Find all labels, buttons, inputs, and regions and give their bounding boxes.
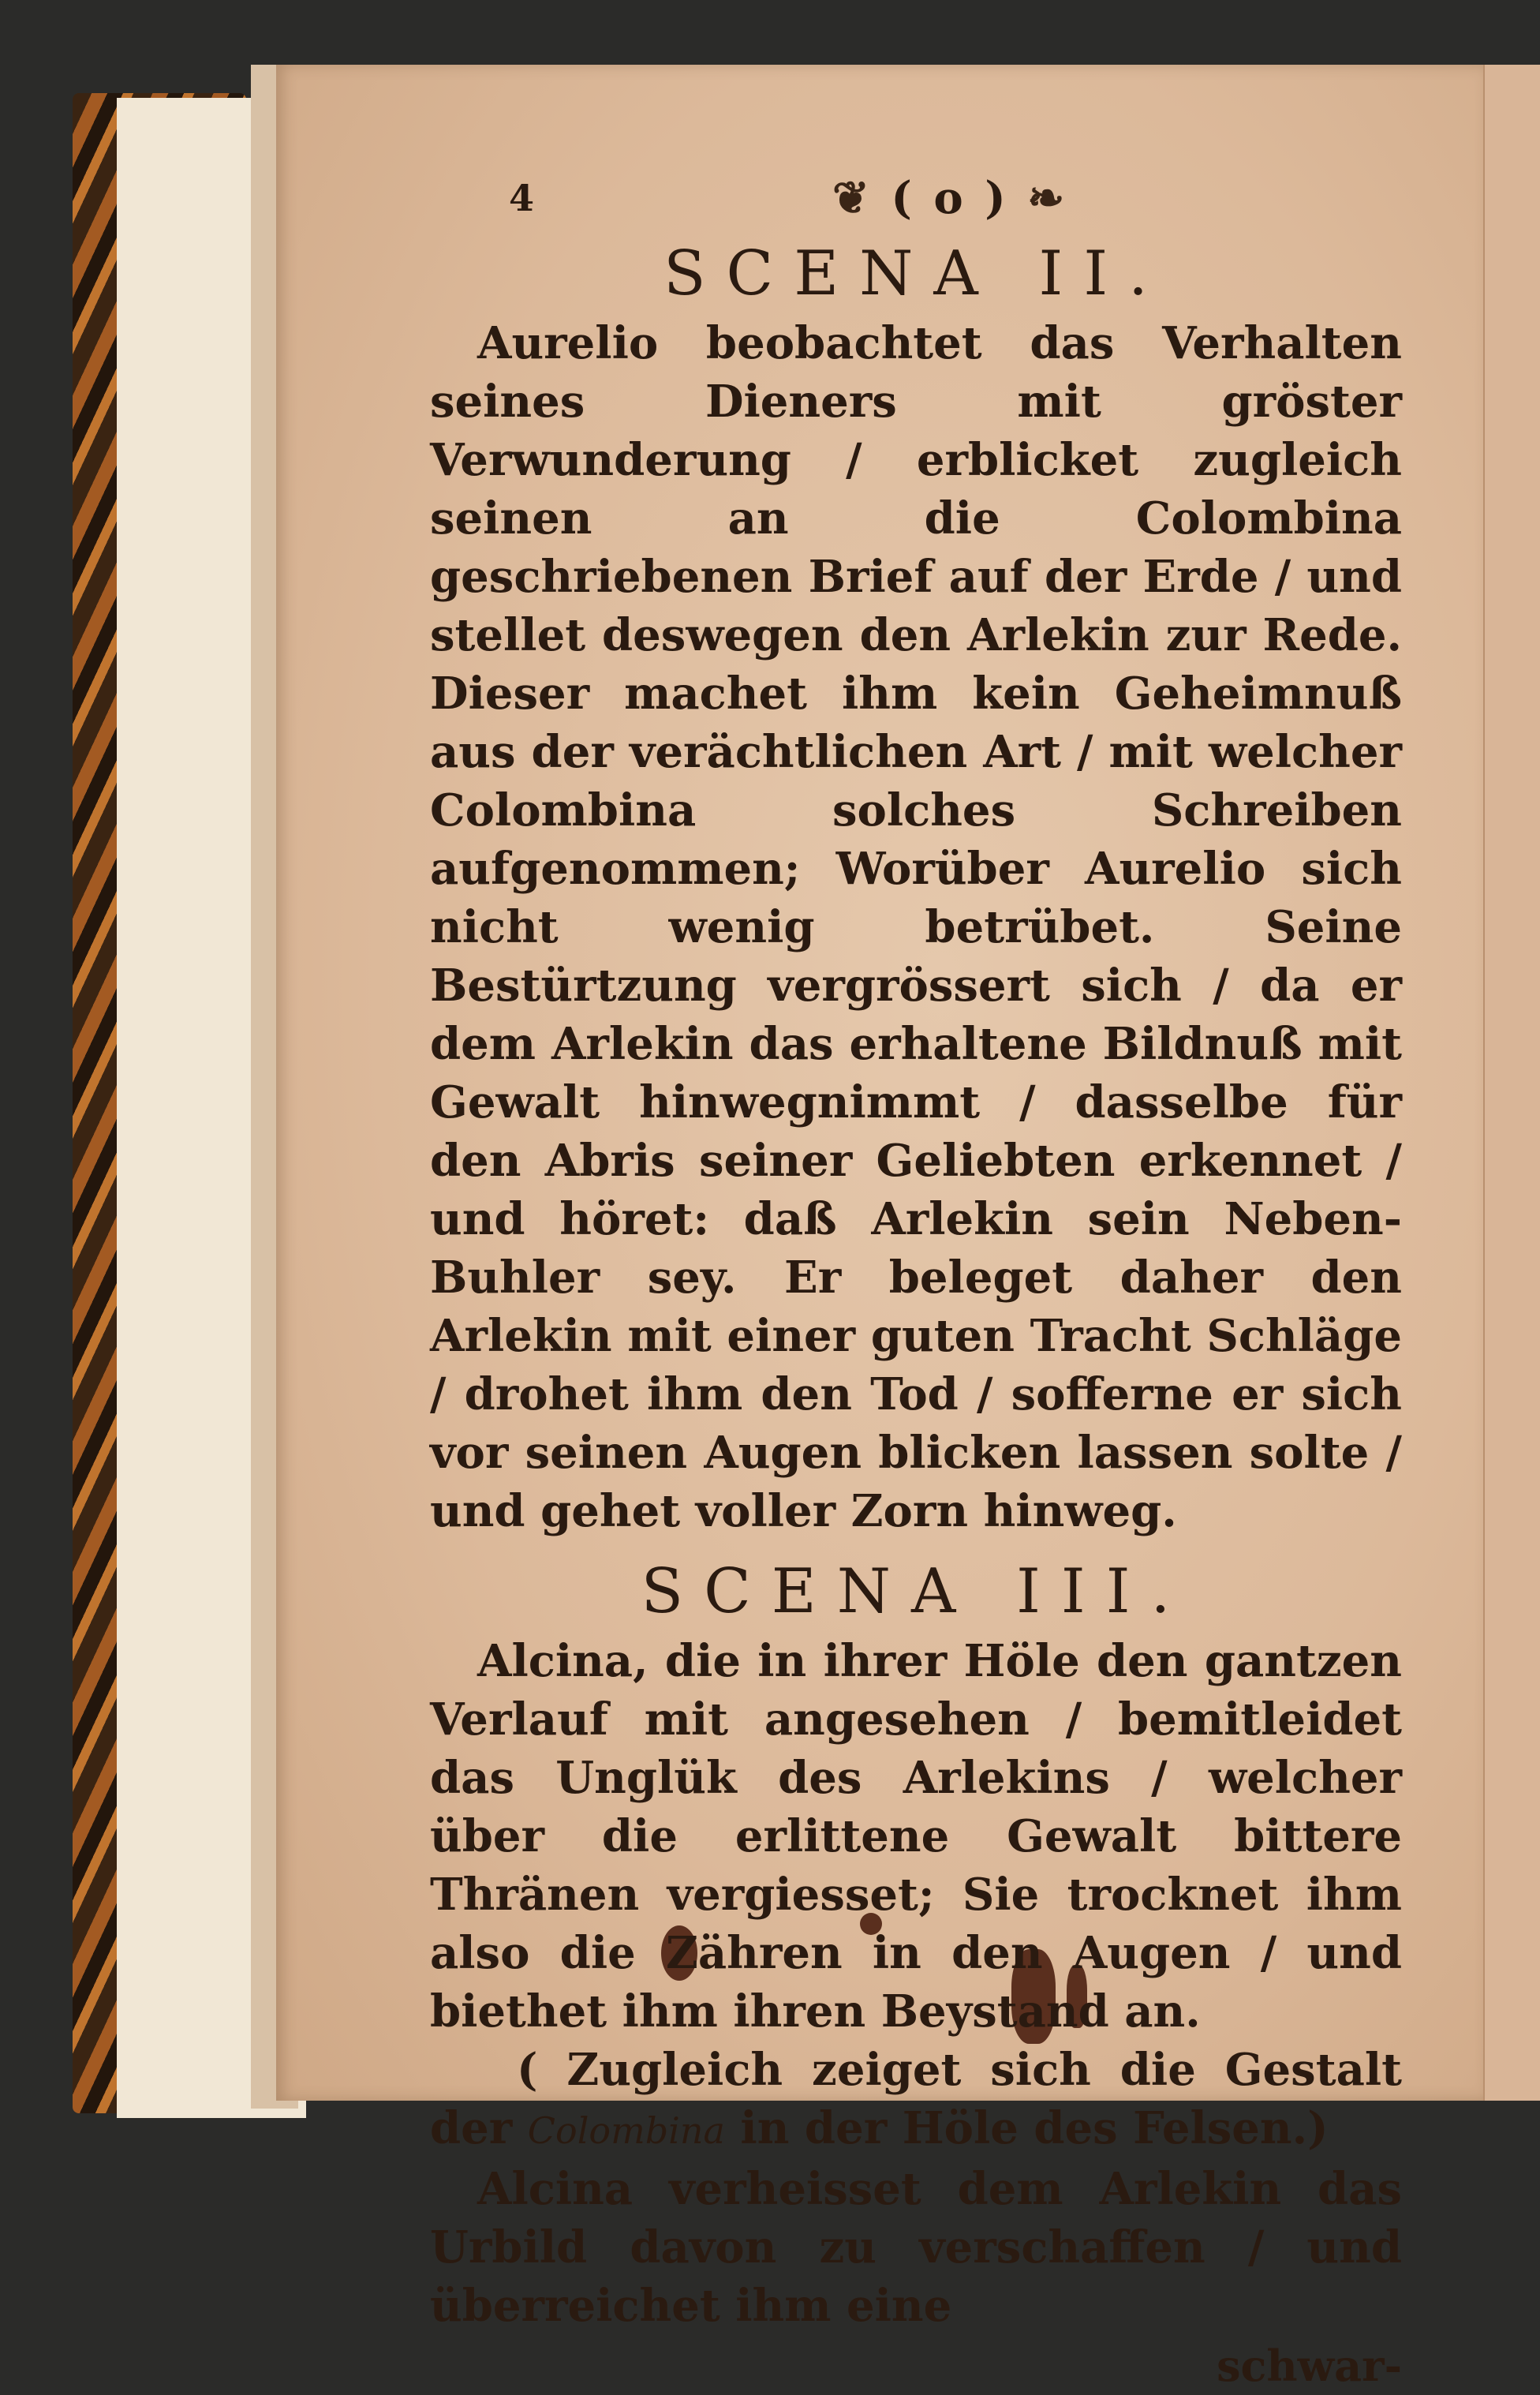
scene-3-paragraph [430,1632,1402,2041]
scene-2-text: Aurelio beobachtet das Verhalten seines Dieners mit gröster Verwunderung / erblicket zugleich seinen an die Colombina geschriebenen Brief auf der Erde / und stellet deswegen den Arlekin zur Rede. Dieser machet ihm kein Geheimnuß aus der verächtlichen Art / mit welcher Colombina solches Schreiben aufgenommen; Worüber Aurelio sich nicht wenig betrübet. Seine Bestürtzung vergrössert sich / da er dem Arlekin das erhaltene Bildnuß mit Gewalt hinwegnimmt / dasselbe für den Abris seiner Geliebten erkennet / und höret: daß Arlekin sein Neben-Buhler sey. Er beleget daher den Arlekin mit einer guten Tracht Schläge / drohet ihm den Tod / sofferne er sich vor seinen Augen blicken lassen solte / und gehet voller Zorn hinweg. [430,317,1402,1537]
stage-direction-end: in der Höle des Felsen.) [740,2102,1329,2154]
running-head-text: ( o ) [891,172,1009,224]
facing-page-edge [1483,65,1540,2101]
catchword: schwar- [1217,2341,1402,2391]
scene-3-text-2: Alcina verheisset dem Arlekin das Urbild davon zu verschaffen / und überreichet ihm eine [430,2163,1402,2332]
stage-direction-name: Colombina [527,2109,725,2152]
right-ornament-icon: ❧ [1027,172,1068,224]
scene-2-paragraph [430,314,1402,1540]
scene-3-paragraph-2 [430,2160,1402,2335]
scene-3-text: Alcina, die in ihrer Höle den gantzen Verlauf mit angesehen / bemitleidet das Unglük des Arlekins / welcher über die erlittene Gewalt bittere Thränen vergiesset; Sie trocknet ihm also die Zähren in den Augen / und biethet ihm ihren Beystand an. [430,1635,1402,2038]
left-ornament-icon: ❦ [832,172,873,224]
running-head [832,172,1067,224]
scene-3-title: SCENA III. [641,1556,1191,1627]
scene-2-title: SCENA II. [663,238,1168,309]
page-text-block [430,172,1402,2395]
stage-direction-start: ( Zugleich zeiget sich die Gestalt der [430,2044,1402,2154]
page-number: 4 [509,177,535,219]
page-header [430,172,1402,235]
stage-direction [430,2041,1402,2160]
